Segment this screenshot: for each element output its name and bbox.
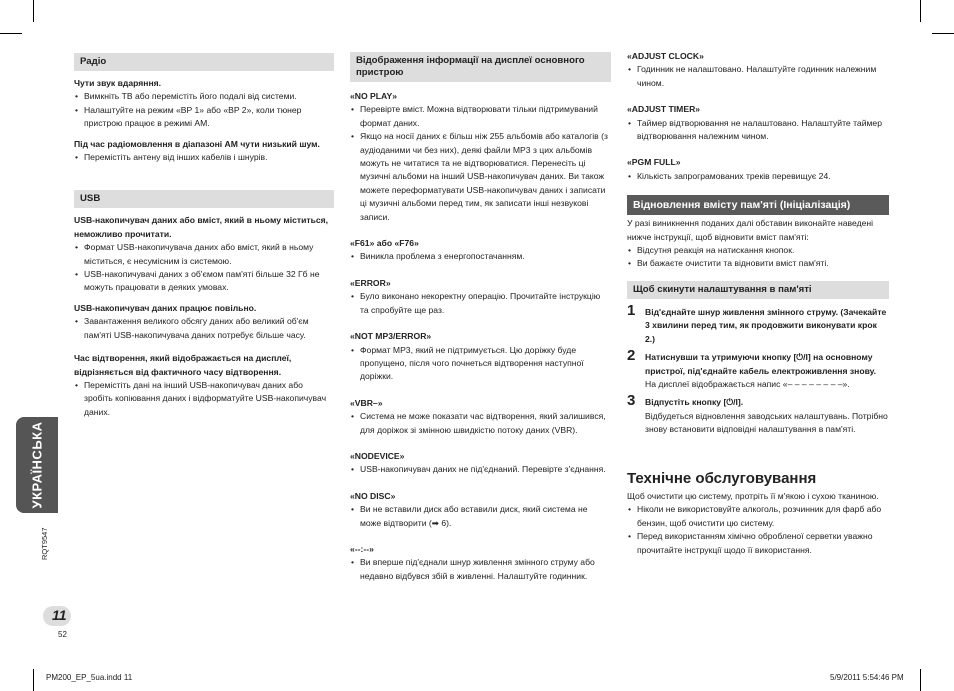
message-explanation (350, 556, 611, 583)
step-note: На дисплеї відображається напис «– – – – – – – –». (645, 378, 850, 389)
list-item: • Завантаження великого обсягу даних або великий об'єм пам'яті USB-накопичувача даних потребує більше часу. (74, 315, 334, 342)
crop-mark (0, 33, 22, 34)
model-code: RQT9547 (40, 527, 49, 560)
message-explanation (350, 463, 611, 476)
list-item: • Налаштуйте на режим «BP 1» або «BP 2», коли тюнер пристрою працює в режимі AM. (74, 104, 334, 131)
page-number: 11 (52, 607, 67, 623)
list-item: • Ви бажаєте очистити та відновити вміст пам'яті. (627, 257, 889, 270)
message-explanation (350, 103, 611, 224)
language-tab-label: УКРАЇНСЬКА (29, 421, 45, 509)
message-explanation (627, 63, 889, 90)
problem-heading: USB-накопичувач даних або вміст, який в ньому міститься, неможливо прочитати. (74, 215, 329, 239)
footer-filename: PM200_EP_5ua.indd 11 (46, 673, 133, 682)
step-number: 1 (627, 301, 636, 319)
column-middle (350, 52, 611, 583)
list-item: • Вимкніть ТВ або перемістіть його подалі від системи. (74, 90, 334, 103)
restore-conditions (627, 244, 889, 271)
message-code: «VBR–» (350, 397, 383, 408)
list-item: • Виникла проблема з енергопостачанням. (350, 250, 611, 263)
step-instruction: Від'єднайте шнур живлення змінного струму. (Зачекайте 3 хвилини перед тим, як продовжити виконувати крок 2.) (645, 306, 887, 344)
list-item: • Відсутня реакція на натискання кнопок. (627, 244, 889, 257)
list-item: • Якщо на носії даних є більш ніж 255 альбомів або каталогів (з аудіоданими чи без них), деякі файли MP3 з цих альбомів можуть не читатися та не відтворюватися. Перенесіть ці музичні альбоми на інший USB-накопичувач даних. Ви також можете переформатувати USB-накопичувач даних і записати ці музичні альбоми перед тим, як записати інші незвукові записи. (350, 130, 611, 224)
list-item: • Перемістіть дані на інший USB-накопичувач даних або зробіть копіювання даних і відформатуйте USB-накопичувач даних. (74, 379, 334, 419)
list-item: • Перевірте вміст. Можна відтворювати тільки підтримуваний формат даних. (350, 103, 611, 130)
list-item: • Годинник не налаштовано. Налаштуйте годинник належним чином. (627, 63, 889, 90)
restore-intro: У разі виникнення поданих далі обставин виконайте наведені нижче інструкції, щоб відновити вміст пам'яті: (627, 218, 874, 242)
message-code: «NOT MP3/ERROR» (350, 331, 432, 342)
solution-list (74, 241, 334, 295)
problem-heading: USB-накопичувач даних працює повільно. (74, 302, 257, 313)
message-explanation (350, 503, 611, 530)
section-header-usb: USB (74, 190, 334, 208)
display-message-list (350, 90, 611, 583)
problem-heading: Чути звук вдаряння. (74, 78, 162, 88)
message-code: «ADJUST CLOCK» (627, 51, 704, 61)
message-code: «ERROR» (350, 277, 391, 288)
list-item: • Перемістіть антену від інших кабелів і шнурів. (74, 151, 334, 164)
solution-list (74, 379, 334, 419)
message-explanation (350, 250, 611, 263)
step-item (627, 392, 889, 436)
message-code: «F61» або «F76» (350, 238, 419, 249)
message-code: «NO PLAY» (350, 91, 397, 101)
solution-list (74, 315, 334, 342)
step-item (627, 301, 889, 346)
list-item: • Система не може показати час відтворення, який залишився, для доріжок зі змінною швидкістю потоку даних (VBR). (350, 410, 611, 437)
crop-mark (932, 33, 954, 34)
message-code: «ADJUST TIMER» (627, 104, 701, 115)
step-item (627, 347, 889, 391)
step-instruction: Натиснувши та утримуючи кнопку [⏻/I] на основному пристрої, під'єднайте кабель електроживлення знову. (645, 352, 877, 376)
message-explanation (350, 410, 611, 437)
list-item: • USB-накопичувачі даних з об'ємом пам'яті більше 32 Гб не можуть працювати в деяких умовах. (74, 268, 334, 295)
crop-mark (920, 669, 921, 691)
display-message-list (627, 50, 889, 183)
list-item: • USB-накопичувач даних не під'єднаний. Перевірте з'єднання. (350, 463, 611, 476)
column-right (627, 50, 889, 557)
step-number: 3 (627, 392, 636, 410)
list-item: • Ви вперше під'єднали шнур живлення змінного струму або недавно відбувся збій в живленні. Налаштуйте годинник. (350, 556, 611, 583)
solution-list (74, 151, 334, 164)
step-instruction: Відпустіть кнопку [⏻/I]. (645, 397, 744, 408)
list-item: • Формат MP3, який не підтримується. Цю доріжку буде пропущено, після чого почнеться відтворення наступної доріжки. (350, 344, 611, 384)
step-note: Відбудеться відновлення заводських налаштувань. Потрібно знову встановити відповідні налаштування в пам'яті. (645, 410, 888, 435)
list-item: • Ви не вставили диск або вставили диск, який система не може відтворити (➡ 6). (350, 503, 611, 530)
message-code: «NO DISC» (350, 490, 396, 501)
maintenance-title: Технічне обслуговування (627, 469, 817, 487)
maintenance-list (627, 503, 889, 557)
message-explanation (627, 170, 889, 183)
list-item: • Таймер відтворювання не налаштовано. Налаштуйте таймер відтворювання належним чином. (627, 117, 889, 144)
language-tab (16, 417, 58, 513)
list-item: • Перед використанням хімічно обробленої серветки уважно прочитайте інструкції щодо її використання. (627, 530, 889, 557)
list-item: • Було виконано некоректну операцію. Прочитайте інструкцію та спробуйте ще раз. (350, 290, 611, 317)
problem-heading: Час відтворення, який відображається на дисплеї, відрізняється від фактичного часу відтворення. (74, 353, 292, 377)
footer-timestamp: 5/9/2011 5:54:46 PM (830, 673, 904, 682)
section-header-radio: Радіо (74, 53, 334, 71)
message-code: «--:--» (350, 543, 374, 554)
message-explanation (350, 344, 611, 384)
section-header-display: Відображення інформації на дисплеї основного пристрою (350, 52, 611, 82)
list-item: • Ніколи не використовуйте алкоголь, розчинник для фарб або бензин, щоб очистити цю систему. (627, 503, 889, 530)
list-item: • Кількість запрограмованих треків перевищує 24. (627, 170, 889, 183)
print-page-number: 52 (58, 630, 67, 639)
crop-mark (33, 0, 34, 22)
crop-mark (920, 0, 921, 22)
page-number-badge (43, 606, 71, 626)
reset-steps (627, 301, 889, 437)
step-number: 2 (627, 347, 636, 365)
problem-heading: Під час радіомовлення в діапазоні AM чути низький шум. (74, 138, 320, 149)
list-item: • Формат USB-накопичувача даних або вміст, який в ньому міститься, є несумісним із системою. (74, 241, 334, 268)
message-code: «PGM FULL» (627, 157, 681, 168)
section-header-reset: Щоб скинути налаштування в пам'яті (627, 281, 889, 299)
solution-list (74, 90, 334, 130)
maintenance-intro: Щоб очистити цю систему, протріть її м'якою і сухою тканиною. (627, 490, 879, 501)
message-code: «NODEVICE» (350, 450, 405, 461)
column-left (74, 53, 334, 419)
message-explanation (350, 290, 611, 317)
section-header-restore: Відновлення вмісту пам'яті (Ініціалізація) (627, 195, 889, 215)
message-explanation (627, 117, 889, 144)
crop-mark (33, 669, 34, 691)
